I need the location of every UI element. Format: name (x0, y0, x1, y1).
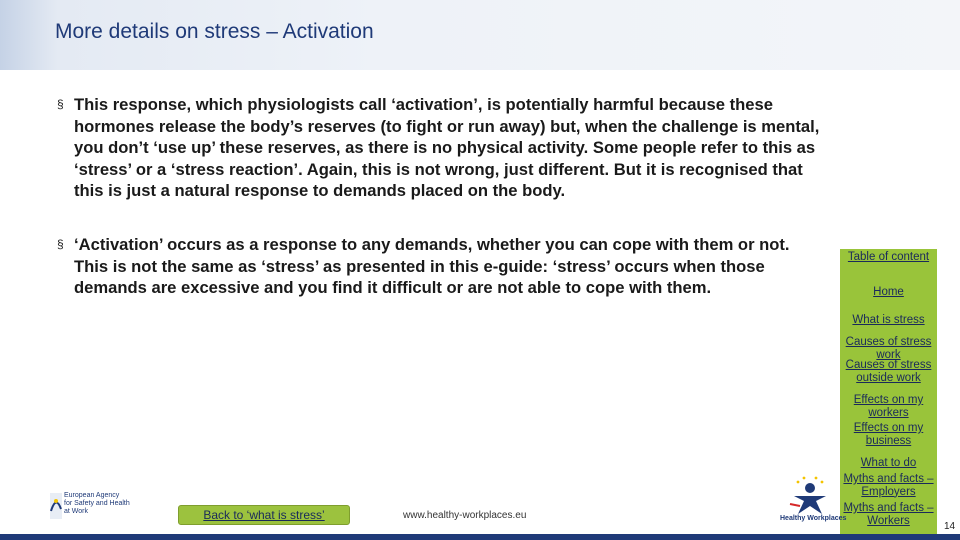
nav-link-causes-work[interactable]: Causes of stress work (845, 336, 932, 361)
campaign-name: Healthy Workplaces (780, 515, 847, 522)
nav-link-causes-outside-work[interactable]: Causes of stress outside work (845, 359, 932, 384)
nav-link-table-of-content[interactable]: Table of content (847, 251, 930, 263)
nav-link-myths-workers[interactable]: Myths and facts – Workers (843, 502, 934, 527)
bullet-paragraph-2 (57, 234, 827, 299)
bullet-square-icon: § (57, 97, 64, 111)
bullet-paragraph-1 (57, 94, 827, 202)
navigation-panel (840, 249, 937, 540)
paragraph-text: This response, which physiologists call ‘activation’, is potentially harmful because these hormones release the body’s reserves (to fight or run away) but, when the challenge is mental, you don’t ‘use up’ these reserves, as there is no physical activity. Some people refer to this as ‘stress’ or a ‘stress reaction’. Again, this is not wrong, just different. But it is recognised that this is just a natural response to demands placed on the body. (74, 95, 820, 200)
page-number: 14 (944, 521, 956, 532)
bottom-bar (0, 534, 960, 540)
nav-link-myths-employers[interactable]: Myths and facts – Employers (843, 473, 934, 498)
nav-link-home[interactable]: Home (873, 286, 904, 298)
nav-link-what-to-do[interactable]: What to do (860, 457, 917, 469)
back-to-what-is-stress-button[interactable]: Back to ‘what is stress’ (178, 505, 350, 525)
agency-name: European Agency for Safety and Health at Work (64, 492, 130, 515)
paragraph-text: ‘Activation’ occurs as a response to any demands, whether you can cope with them or not. This is not the same as ‘stress’ as presented in this e-guide: ‘stress’ occurs when those demands are excessive and you find it difficult or are not able to cope with them. (74, 235, 790, 297)
nav-link-effects-business[interactable]: Effects on my business (853, 422, 924, 447)
bullet-square-icon: § (57, 237, 64, 251)
page-title: More details on stress – Activation (55, 20, 374, 43)
website-url: www.healthy-workplaces.eu (403, 510, 527, 521)
nav-link-what-is-stress[interactable]: What is stress (852, 314, 925, 326)
nav-link-effects-workers[interactable]: Effects on my workers (853, 394, 924, 419)
